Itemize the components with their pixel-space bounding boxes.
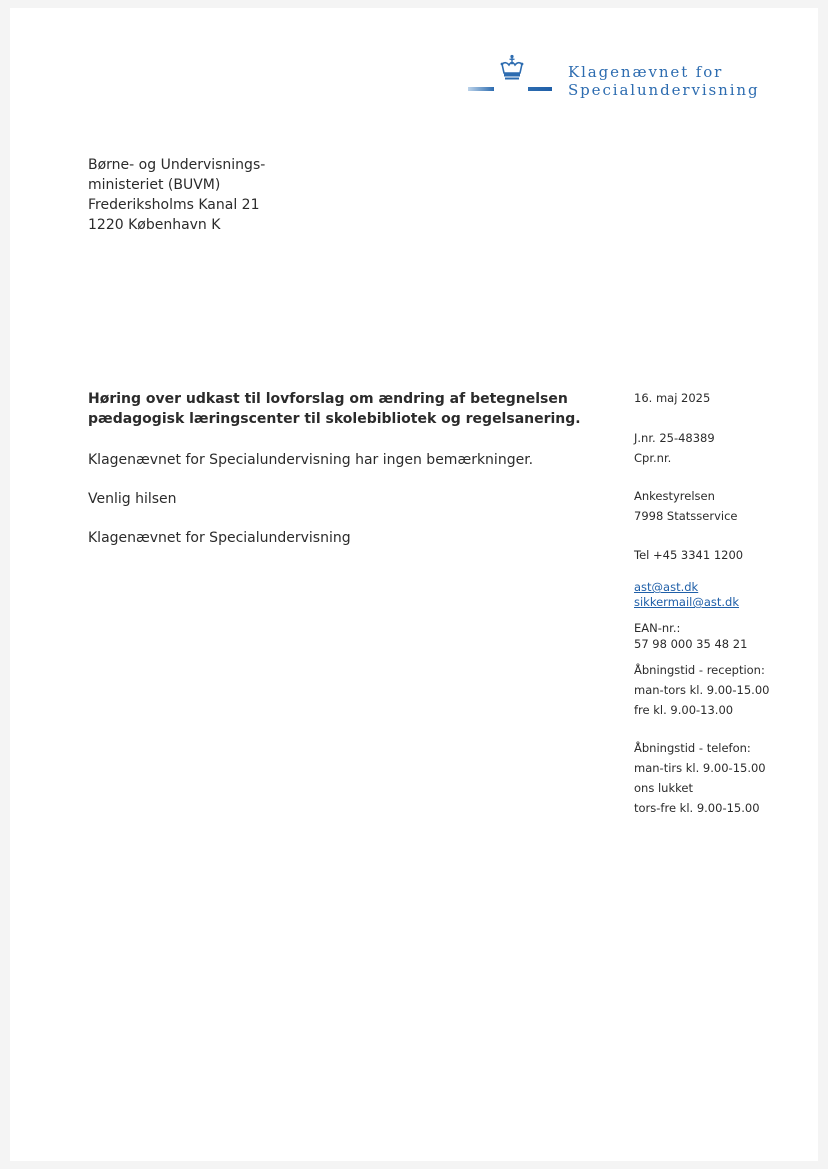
- reception-title: Åbningstid - reception:: [634, 663, 765, 677]
- reception-line-1: man-tors kl. 9.00-15.00: [634, 683, 770, 697]
- phone-hours-line-2: ons lukket: [634, 781, 693, 795]
- letter-page: [10, 8, 818, 1161]
- logo-rule-right: [528, 87, 552, 91]
- phone-hours-line-3: tors-fre kl. 9.00-15.00: [634, 801, 760, 815]
- recipient-line-3: Frederiksholms Kanal 21: [88, 197, 260, 213]
- logo-line-2: Specialundervisning: [568, 81, 760, 99]
- cpr-number: Cpr.nr.: [634, 451, 672, 465]
- phone-hours-title: Åbningstid - telefon:: [634, 741, 751, 755]
- reception-hours: [634, 660, 769, 720]
- letter-date: 16. maj 2025: [634, 391, 711, 405]
- logo-line-1: Klagenævnet for: [568, 63, 724, 81]
- ean-value: 57 98 000 35 48 21: [634, 637, 748, 651]
- crown-icon: [498, 54, 526, 82]
- sender-postal: 7998 Statsservice: [634, 509, 738, 523]
- letter-body: Klagenævnet for Specialundervisning har ingen bemærkninger.: [88, 452, 534, 468]
- phone-hours: [634, 738, 766, 818]
- recipient-address: [88, 155, 265, 235]
- phone-hours-line-1: man-tirs kl. 9.00-15.00: [634, 761, 766, 775]
- recipient-line-1: Børne- og Undervisnings-: [88, 157, 266, 173]
- sender-organization: Ankestyrelsen: [634, 489, 715, 503]
- letter-signature: Klagenævnet for Specialundervisning: [88, 530, 351, 546]
- email-link-sikkermail[interactable]: sikkermail@ast.dk: [634, 595, 739, 609]
- agency-logo: [468, 54, 818, 104]
- recipient-line-4: 1220 København K: [88, 217, 221, 233]
- recipient-line-2: ministeriet (BUVM): [88, 177, 221, 193]
- logo-rule-left: [468, 87, 494, 91]
- ean-block: [634, 620, 747, 652]
- reception-line-2: fre kl. 9.00-13.00: [634, 703, 734, 717]
- logo-text: [568, 63, 759, 99]
- email-link: [634, 580, 739, 610]
- ean-label: EAN-nr.:: [634, 621, 681, 635]
- email-link-ast[interactable]: ast@ast.dk: [634, 580, 699, 594]
- sender-phone: Tel +45 3341 1200: [634, 548, 744, 562]
- journal-number: J.nr. 25-48389: [634, 431, 715, 445]
- letter-subject: Høring over udkast til lovforslag om ændring af betegnelsen pædagogisk læringscenter til skolebibliotek og regelsanering.: [88, 391, 581, 427]
- letter-closing: Venlig hilsen: [88, 491, 177, 507]
